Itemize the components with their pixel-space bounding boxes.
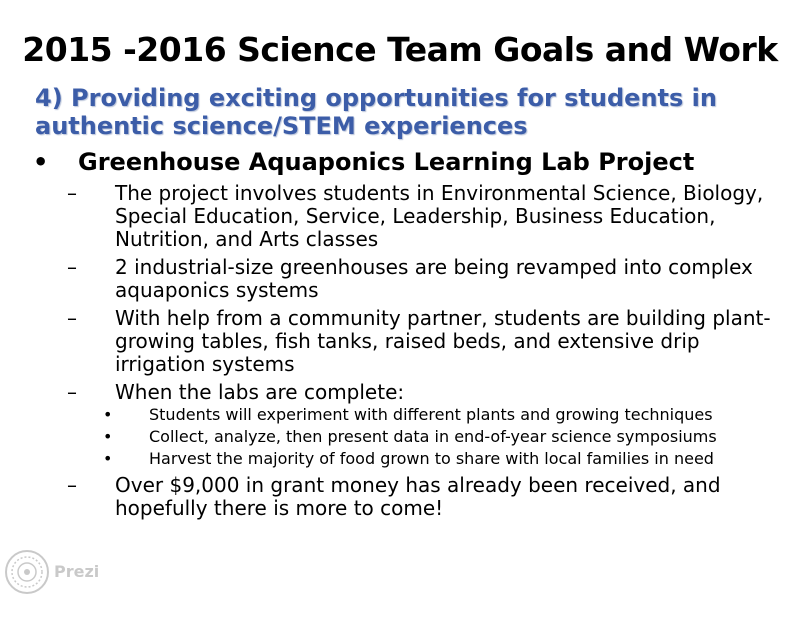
sub-item-text: Students will experiment with different plants and growing techniques — [149, 405, 713, 424]
dash-mark: – — [67, 181, 77, 205]
list-item — [67, 256, 787, 302]
bullet-mark: • — [103, 449, 113, 468]
dash-mark: – — [67, 380, 77, 404]
sub-item — [67, 448, 787, 470]
bullet-mark: • — [33, 148, 49, 176]
item-line: 2 industrial-size greenhouses are being revamped into complex — [115, 255, 753, 279]
item-line: Over $9,000 in grant money has already been received, and — [115, 473, 721, 497]
watermark-text: Prezi — [54, 562, 100, 581]
dash-mark: – — [67, 255, 77, 279]
item-line: Special Education, Service, Leadership, Business Education, — [115, 204, 716, 228]
main-bullet-text: Greenhouse Aquaponics Learning Lab Project — [78, 148, 695, 176]
prezi-logo — [2, 548, 112, 596]
item-line: With help from a community partner, students are building plant- — [115, 306, 771, 330]
item-line: growing tables, fish tanks, raised beds, and extensive drip — [115, 329, 700, 353]
sub-item-text: Harvest the majority of food grown to share with local families in need — [149, 449, 714, 468]
item-line: When the labs are complete: — [115, 380, 405, 404]
list-item — [67, 182, 787, 251]
prezi-logo-icon — [4, 549, 50, 595]
item-line: aquaponics systems — [115, 278, 319, 302]
list-item — [67, 381, 787, 404]
sub-item-text: Collect, analyze, then present data in end-of-year science symposiums — [149, 427, 717, 446]
item-line: Nutrition, and Arts classes — [115, 227, 379, 251]
bullet-mark: • — [103, 405, 113, 424]
list-item — [67, 307, 787, 376]
dash-mark: – — [67, 473, 77, 497]
main-bullet — [33, 148, 694, 176]
sub-item — [67, 426, 787, 448]
dash-mark: – — [67, 306, 77, 330]
list-item — [67, 474, 787, 520]
bullet-mark: • — [103, 427, 113, 446]
sub-list — [67, 404, 787, 470]
item-line: irrigation systems — [115, 352, 295, 376]
bullet-list — [67, 182, 787, 525]
item-line: hopefully there is more to come! — [115, 496, 444, 520]
slide-subtitle: 4) Providing exciting opportunities for students in authentic science/STEM experiences — [35, 84, 717, 140]
sub-item — [67, 404, 787, 426]
item-line: The project involves students in Environmental Science, Biology, — [115, 181, 764, 205]
slide-title: 2015 -2016 Science Team Goals and Work — [22, 30, 778, 69]
